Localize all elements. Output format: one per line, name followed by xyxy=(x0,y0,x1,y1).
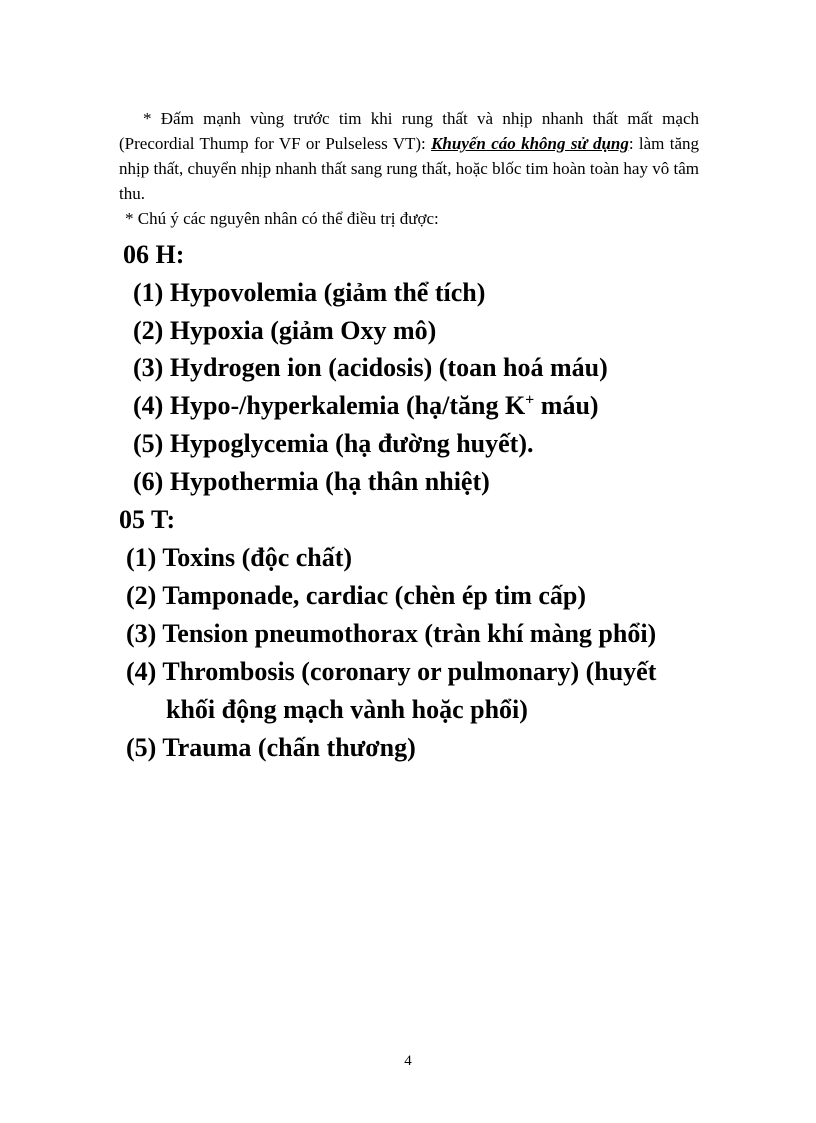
t-item-4-continuation: khối động mạch vành hoặc phổi) xyxy=(166,695,528,724)
h-item-5: (5) Hypoglycemia (hạ đường huyết). xyxy=(133,429,534,458)
precordial-thump-consequences: : làm tăng nhịp thất, chuyển nhịp nhanh thất sang rung thất, hoặc blốc tim hoàn toàn hay vô tâm thu. xyxy=(119,134,699,203)
t-item-5: (5) Trauma (chấn thương) xyxy=(126,733,416,762)
t-item-3: (3) Tension pneumothorax (tràn khí màng phổi) xyxy=(126,619,657,648)
h-item-6: (6) Hypothermia (hạ thân nhiệt) xyxy=(133,467,490,496)
t-item-4: (4) Thrombosis (coronary or pulmonary) (huyết xyxy=(126,657,657,686)
precordial-thump-note xyxy=(119,106,699,206)
precordial-thump-text: * Đấm mạnh vùng trước tim khi rung thất và nhịp nhanh thất mất mạch (Precordial Thump for VF or Pulseless VT): xyxy=(119,109,699,153)
h-item-4-tail: máu) xyxy=(534,391,599,420)
t-section-heading: 05 T: xyxy=(119,505,176,534)
treatable-causes-note: * Chú ý các nguyên nhân có thể điều trị được: xyxy=(125,209,439,228)
page-number: 4 xyxy=(404,1053,412,1069)
h-item-4-text: (4) Hypo-/hyperkalemia (hạ/tăng K xyxy=(133,391,526,420)
t-item-2: (2) Tamponade, cardiac (chèn ép tim cấp) xyxy=(126,581,587,610)
t-item-1: (1) Toxins (độc chất) xyxy=(126,543,353,572)
intro-paragraph xyxy=(119,106,699,231)
h-item-3: (3) Hydrogen ion (acidosis) (toan hoá máu) xyxy=(133,353,608,382)
h-item-4 xyxy=(133,391,599,421)
h-item-1: (1) Hypovolemia (giảm thể tích) xyxy=(133,278,486,307)
h-item-4-superscript: + xyxy=(525,391,535,409)
recommendation-text: Khuyến cáo không sử dụng xyxy=(431,134,629,153)
h-section-heading: 06 H: xyxy=(123,240,185,269)
h-item-2: (2) Hypoxia (giảm Oxy mô) xyxy=(133,316,437,345)
